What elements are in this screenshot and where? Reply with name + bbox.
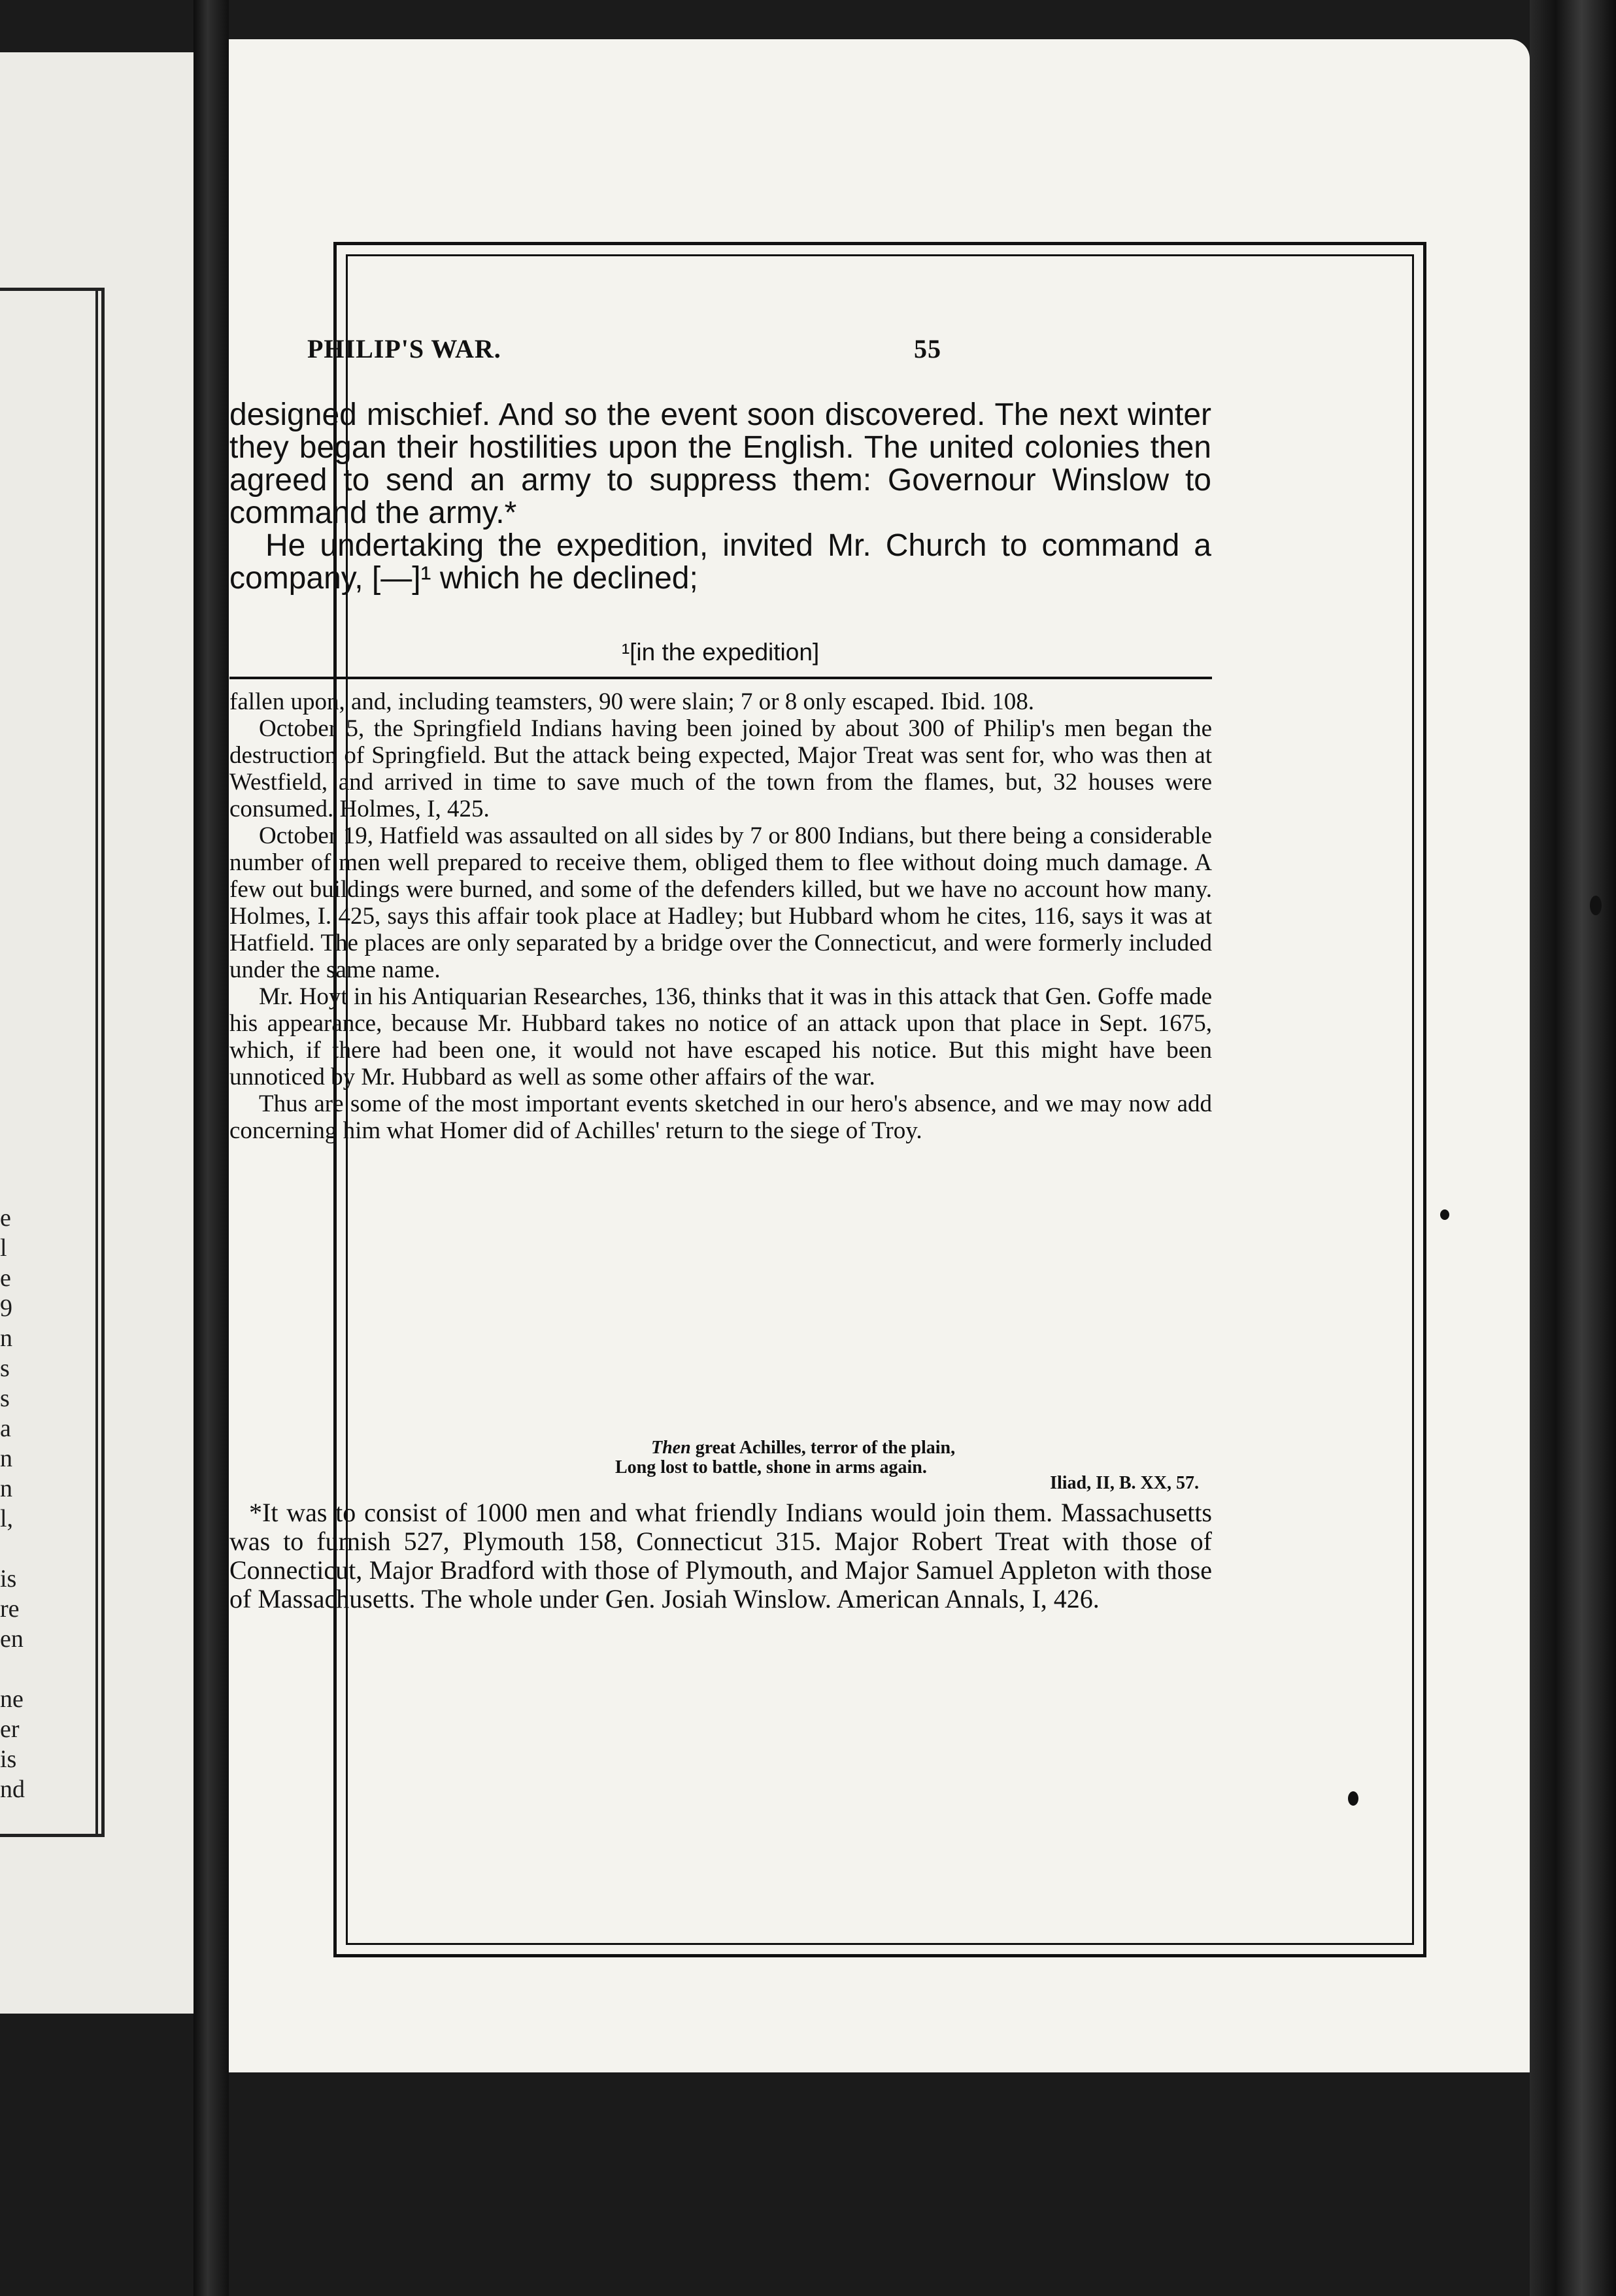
book-gutter	[194, 0, 229, 2296]
main-paragraph: He undertaking the expedition, invited Mr. Church to command a company, [—]¹ which he declined;	[229, 528, 1211, 596]
verse-citation: Iliad, II, B. XX, 57.	[1050, 1473, 1199, 1493]
facing-page-fragment-text: en	[0, 1625, 24, 1653]
verse-line-text: great Achilles, terror of the plain,	[690, 1438, 956, 1458]
facing-page-fragment-text: is	[0, 1565, 17, 1593]
facing-page-fragment-text: ne	[0, 1685, 24, 1713]
facing-page-text-fragments	[0, 1203, 25, 1804]
footnote	[229, 1498, 1212, 1613]
facing-page-fragment	[0, 52, 196, 2014]
running-title: PHILIP'S WAR.	[307, 334, 501, 363]
facing-page-fragment-text: n	[0, 1475, 12, 1502]
verse-lead-word: Then	[651, 1438, 691, 1458]
facing-page-fragment-text: 9	[0, 1294, 12, 1322]
note-paragraph: fallen upon, and, including teamsters, 90 were slain; 7 or 8 only escaped. Ibid. 108.	[229, 688, 1034, 715]
verse-line: Long lost to battle, shone in arms again.	[615, 1457, 927, 1477]
verse-quotation	[229, 1438, 1212, 1493]
page-number: 55	[914, 334, 941, 363]
note-paragraph: Thus are some of the most important events sketched in our hero's absence, and we may now add concerning him what Homer did of Achilles' return to the siege of Troy.	[229, 1090, 1212, 1144]
notes-divider	[229, 677, 1212, 679]
facing-page-fragment-text: n	[0, 1325, 12, 1352]
facing-page-fragment-text: er	[0, 1715, 20, 1743]
ink-speck	[1440, 1209, 1449, 1220]
ink-speck	[1348, 1791, 1358, 1806]
facing-page-fragment-text: l	[0, 1234, 7, 1262]
facing-page-fragment-text: nd	[0, 1776, 25, 1803]
facing-page-fragment-text	[0, 1534, 13, 1564]
editorial-note: ¹[in the expedition]	[621, 639, 820, 666]
main-paragraph: designed mischief. And so the event soon discovered. The next winter they began their hostilities upon the English. The united colonies then agreed to send an army to suppress them: Governour Winslow to command the army.*	[229, 397, 1211, 530]
facing-page-fragment-text: is	[0, 1746, 17, 1773]
ink-speck	[1590, 896, 1602, 915]
note-paragraph: October 5, the Springfield Indians having been joined by about 300 of Philip's men began the destruction of Springfield. But the attack being expected, Major Treat was sent for, who was then at Westfield, and arrived in time to save much of the town from the flames, but, 32 houses were consumed. Holmes, I, 425.	[229, 715, 1212, 822]
footnote-text: *It was to consist of 1000 men and what friendly Indians would join them. Massachusetts was to furnish 527, Plymouth 158, Connecticut 315. Major Robert Treat with those of Connecticut, Major Bradford with those of Plymouth, and Major Samuel Appleton with those of Massachusetts. The whole under Gen. Josiah Winslow. American Annals, I, 426.	[229, 1498, 1212, 1613]
facing-page-fragment-text: s	[0, 1355, 10, 1382]
verse-line	[229, 1438, 1212, 1458]
facing-page-fragment-text	[0, 1654, 13, 1684]
facing-page-fragment-text: a	[0, 1415, 11, 1442]
facing-page-fragment-text: n	[0, 1445, 12, 1472]
facing-page-fragment-text: s	[0, 1385, 10, 1412]
facing-page-fragment-text: re	[0, 1595, 20, 1623]
note-paragraph: Mr. Hoyt in his Antiquarian Researches, 136, thinks that it was in this attack that Gen. Goffe made his appearance, because Mr. Hubbard takes no notice of an attack upon that place in Sept. 1675, which, if there had been one, it would not have escaped his notice. But this might have been unnoticed by Mr. Hubbard as well as some other affairs of the war.	[229, 983, 1212, 1090]
facing-page-fragment-text: l,	[0, 1505, 14, 1532]
facing-page-fragment-text: e	[0, 1264, 11, 1292]
facing-page-fragment-text: e	[0, 1204, 11, 1232]
note-paragraph: October 19, Hatfield was assaulted on all sides by 7 or 800 Indians, but there being a considerable number of men well prepared to receive them, obliged them to flee without doing much damage. A few out buildings were burned, and some of the defenders killed, but we have no account how many. Holmes, I. 425, says this affair took place at Hadley; but Hubbard whom he cites, 116, says it was at Hatfield. The places are only separated by a bridge over the Connecticut, and were formerly included under the same name.	[229, 822, 1212, 983]
book-edge	[1530, 0, 1616, 2296]
main-text	[229, 399, 1211, 595]
notes-section	[229, 688, 1212, 1144]
